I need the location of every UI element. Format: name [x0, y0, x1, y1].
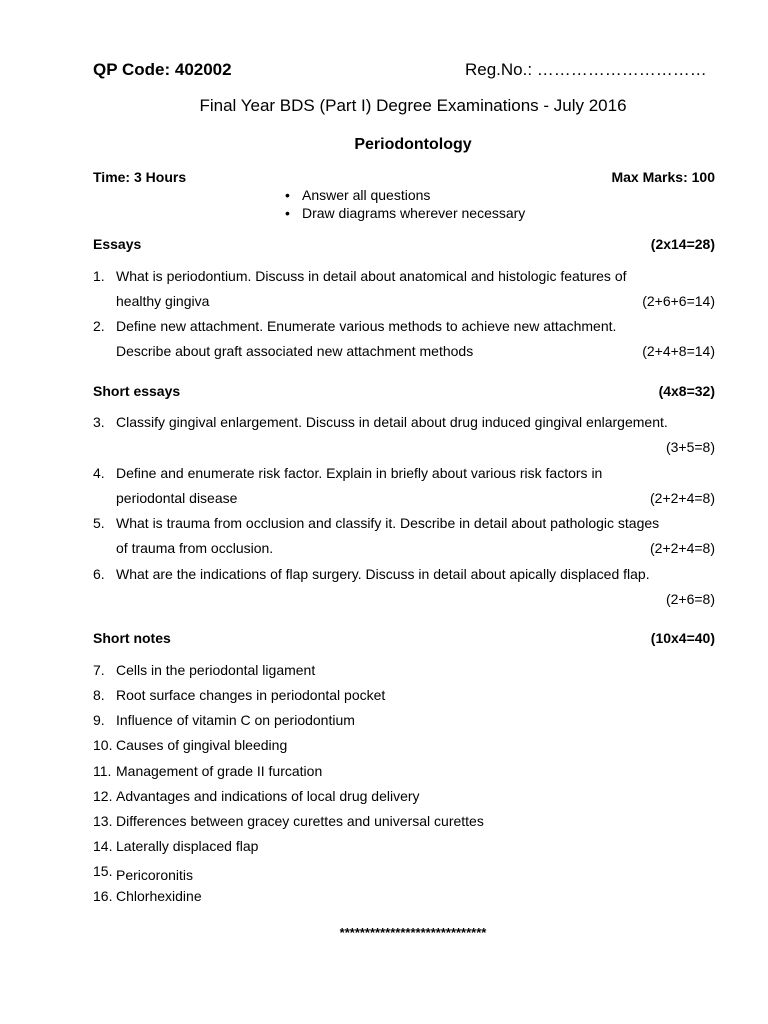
question-marks: (2+6=8)	[665, 591, 715, 607]
question-text: What is periodontium. Discuss in detail about anatomical and histologic features of	[116, 268, 627, 284]
question-number: 15.	[93, 863, 113, 879]
question-text: Advantages and indications of local drug delivery	[116, 788, 420, 804]
question-number: 9.	[93, 712, 105, 728]
question-text: What is trauma from occlusion and classify it. Describe in detail about pathologic stages	[116, 515, 660, 531]
instruction-item	[285, 187, 430, 203]
question-number: 2.	[93, 318, 105, 334]
question-number: 5.	[93, 515, 105, 531]
question-number: 16.	[93, 888, 113, 904]
instruction-item	[285, 205, 525, 221]
max-marks: Max Marks: 100	[611, 169, 715, 185]
question-number: 4.	[93, 465, 105, 481]
question-number: 11.	[93, 763, 112, 779]
question-text: Influence of vitamin C on periodontium	[116, 712, 355, 728]
question-text: Management of grade II furcation	[116, 763, 323, 779]
question-marks: (2+2+4=8)	[650, 540, 715, 556]
question-number: 8.	[93, 687, 105, 703]
question-text: Define and enumerate risk factor. Explain in briefly about various risk factors in	[116, 465, 603, 481]
question-marks: (2+2+4=8)	[650, 490, 715, 506]
question-text: periodontal disease	[116, 490, 238, 506]
reg-no: Reg.No.: …………………………	[465, 60, 707, 79]
question-text: Chlorhexidine	[116, 888, 202, 904]
question-text: Classify gingival enlargement. Discuss in detail about drug induced gingival enlargement.	[116, 414, 668, 430]
question-number: 6.	[93, 566, 105, 582]
question-text: Causes of gingival bleeding	[116, 737, 288, 753]
question-number: 13.	[93, 813, 113, 829]
question-marks: (2+4+8=14)	[642, 343, 715, 359]
qp-code: QP Code: 402002	[93, 60, 232, 79]
question-text: Pericoronitis	[116, 867, 194, 883]
question-number: 1.	[93, 268, 105, 284]
section-marks-short-essays: (4x8=32)	[658, 383, 715, 399]
time-allowed: Time: 3 Hours	[93, 169, 187, 185]
question-number: 3.	[93, 414, 105, 430]
section-marks-essays: (2x14=28)	[650, 236, 715, 252]
section-title-essays: Essays	[93, 236, 142, 252]
question-text: Differences between gracey curettes and universal curettes	[116, 813, 484, 829]
question-text: What are the indications of flap surgery. Discuss in detail about apically displaced flap.	[116, 566, 650, 582]
question-marks: (2+6+6=14)	[642, 293, 715, 309]
question-text: Cells in the periodontal ligament	[116, 662, 316, 678]
section-title-short-essays: Short essays	[93, 383, 181, 399]
question-text: Laterally displaced flap	[116, 838, 259, 854]
question-text: Describe about graft associated new attachment methods	[116, 343, 474, 359]
question-text: Define new attachment. Enumerate various methods to achieve new attachment.	[116, 318, 617, 334]
bullet-icon: •	[285, 205, 290, 221]
question-number: 12.	[93, 788, 113, 804]
section-title-short-notes: Short notes	[93, 630, 171, 646]
question-number: 10.	[93, 737, 113, 753]
subject-title: Periodontology	[354, 136, 472, 153]
question-text: healthy gingiva	[116, 293, 210, 309]
exam-title: Final Year BDS (Part I) Degree Examinations - July 2016	[199, 96, 627, 115]
instruction-text: Draw diagrams wherever necessary	[302, 205, 526, 221]
instruction-text: Answer all questions	[302, 187, 431, 203]
section-marks-short-notes: (10x4=40)	[650, 630, 715, 646]
question-number: 7.	[93, 662, 105, 678]
end-of-paper-stars: *****************************	[339, 925, 487, 940]
bullet-icon: •	[285, 187, 290, 203]
question-marks: (3+5=8)	[665, 439, 715, 455]
question-text: Root surface changes in periodontal pocket	[116, 687, 386, 703]
question-number: 14.	[93, 838, 113, 854]
question-text: of trauma from occlusion.	[116, 540, 274, 556]
